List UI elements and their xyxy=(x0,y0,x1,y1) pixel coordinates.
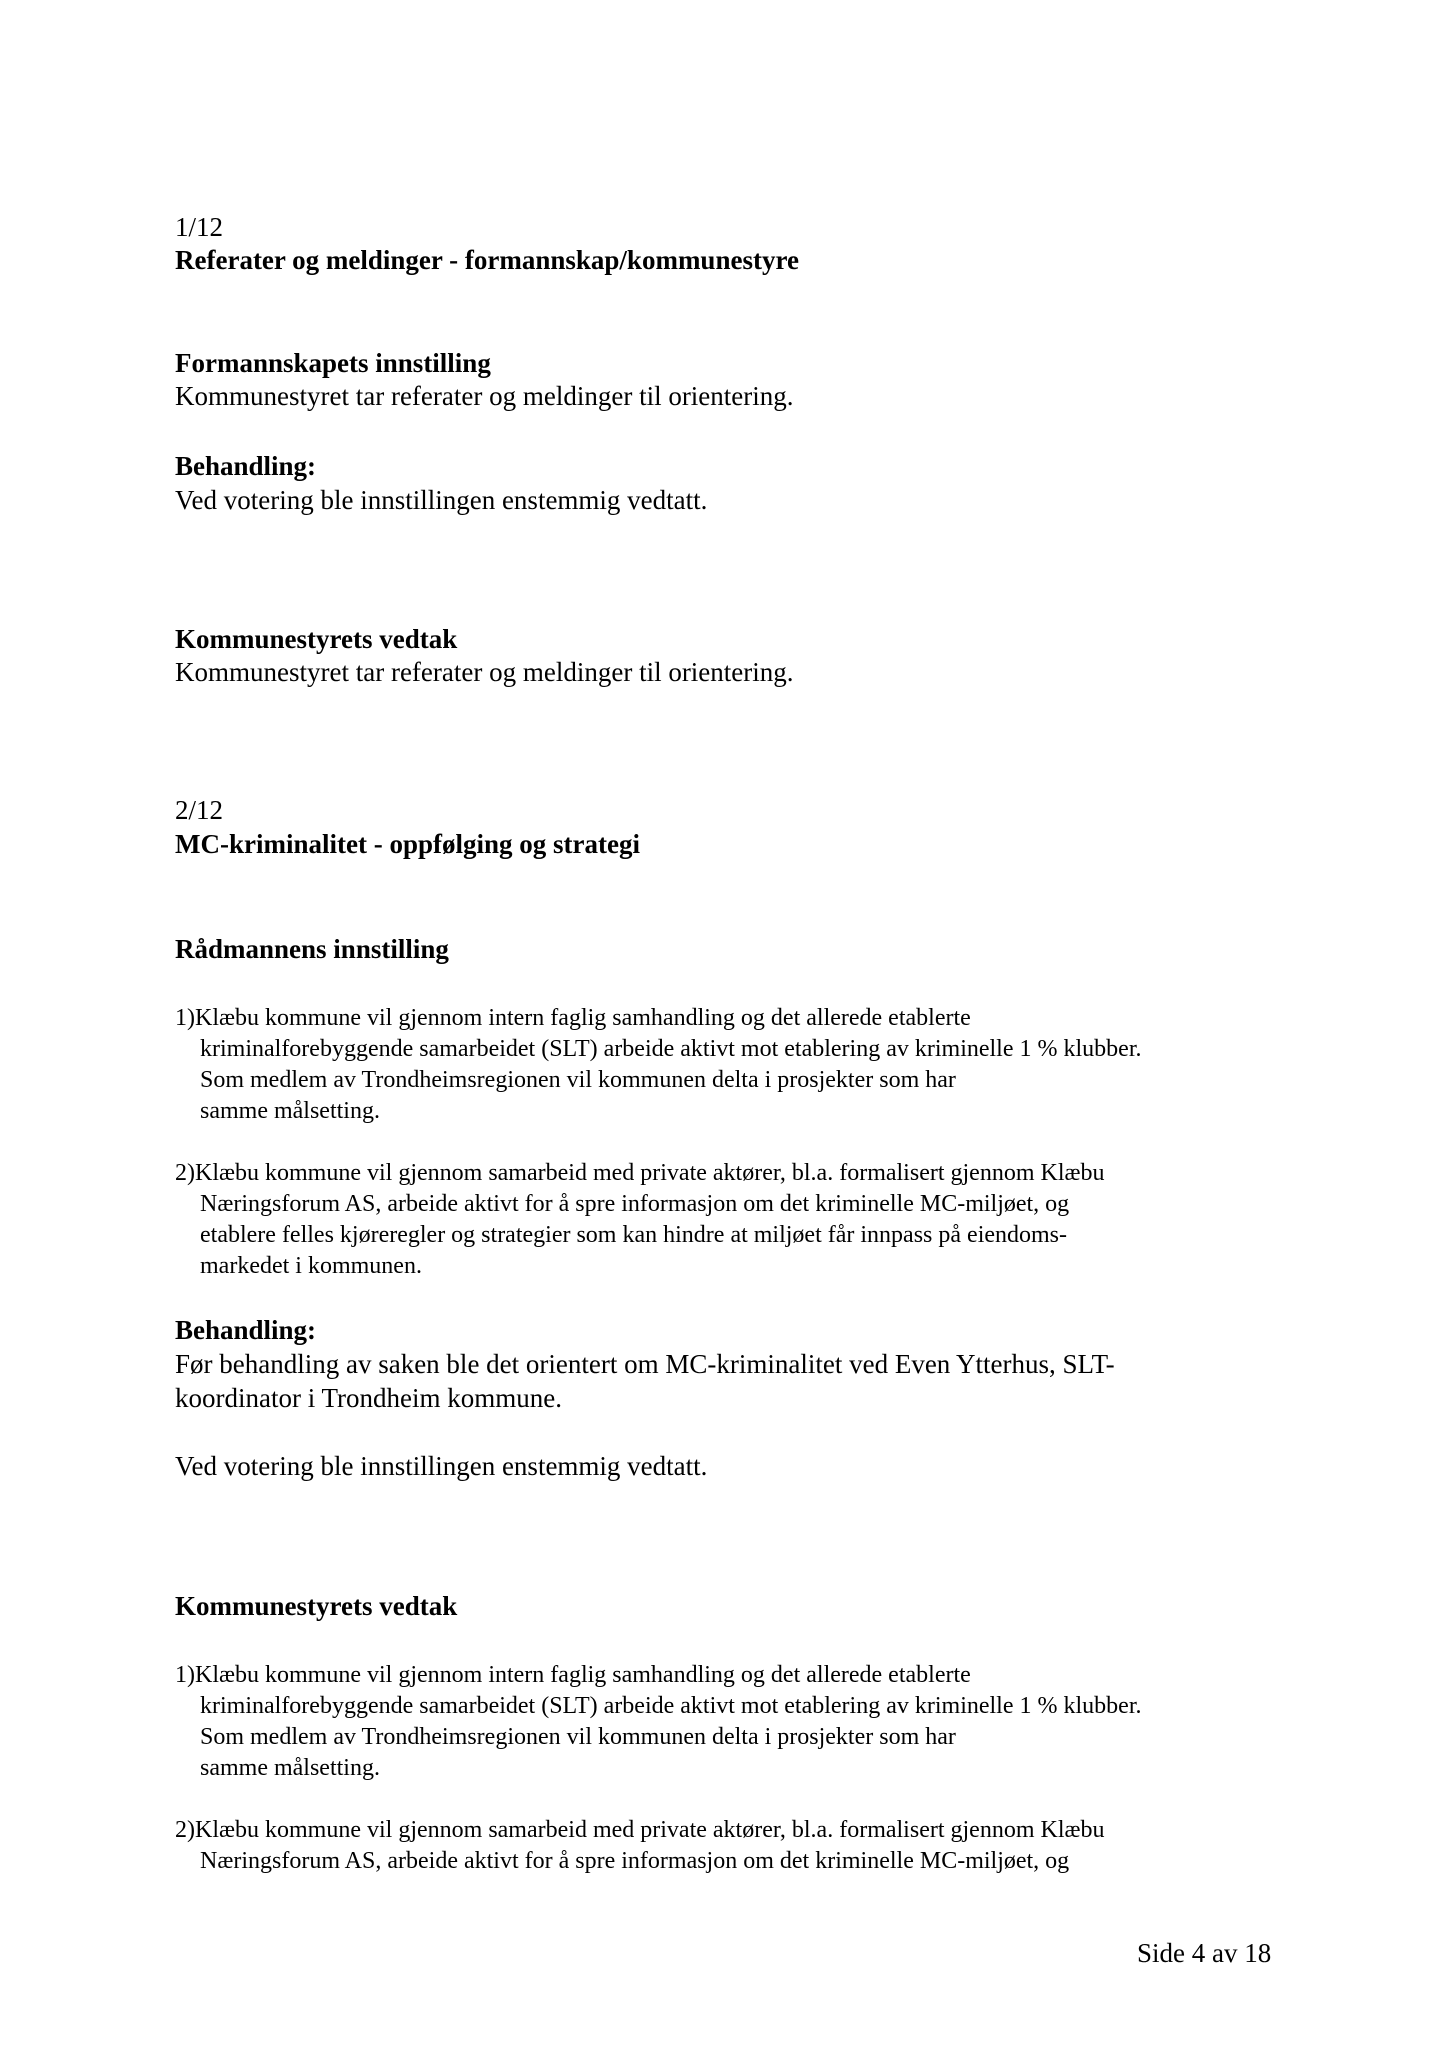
decision-line: Næringsforum AS, arbeide aktivt for å spre informasjon om det kriminelle MC-miljøet, og xyxy=(200,1848,1070,1874)
case-number: 2/12 xyxy=(175,795,224,825)
recommendation-line: samme målsetting. xyxy=(200,1098,380,1124)
case-title: Referater og meldinger - formannskap/kommunestyre xyxy=(175,245,799,275)
page-number: Side 4 av 18 xyxy=(1137,1938,1272,1968)
treatment-text: Ved votering ble innstillingen enstemmig vedtatt. xyxy=(175,485,708,515)
decision-line: Som medlem av Trondheimsregionen vil kommunen delta i prosjekter som har xyxy=(200,1724,956,1750)
decision-text: Kommunestyret tar referater og meldinger til orientering. xyxy=(175,657,794,687)
decision-line: samme målsetting. xyxy=(200,1755,380,1781)
treatment-line: koordinator i Trondheim kommune. xyxy=(175,1383,562,1413)
recommendation-heading: Formannskapets innstilling xyxy=(175,348,491,378)
recommendation-line: Næringsforum AS, arbeide aktivt for å spre informasjon om det kriminelle MC-miljøet, og xyxy=(200,1191,1070,1217)
recommendation-line: markedet i kommunen. xyxy=(200,1253,422,1279)
recommendation-line: kriminalforebyggende samarbeidet (SLT) arbeide aktivt mot etablering av kriminelle 1 % klubber. xyxy=(200,1036,1142,1062)
decision-heading: Kommunestyrets vedtak xyxy=(175,1591,458,1621)
case-title: MC-kriminalitet - oppfølging og strategi xyxy=(175,829,640,859)
treatment-line: Før behandling av saken ble det orientert om MC-kriminalitet ved Even Ytterhus, SLT- xyxy=(175,1349,1115,1379)
recommendation-line: 1)Klæbu kommune vil gjennom intern faglig samhandling og det allerede etablerte xyxy=(175,1005,971,1031)
decision-heading: Kommunestyrets vedtak xyxy=(175,624,458,654)
decision-line: 2)Klæbu kommune vil gjennom samarbeid med private aktører, bl.a. formalisert gjennom Klæbu xyxy=(175,1817,1105,1843)
treatment-vote: Ved votering ble innstillingen enstemmig vedtatt. xyxy=(175,1451,708,1481)
decision-line: 1)Klæbu kommune vil gjennom intern faglig samhandling og det allerede etablerte xyxy=(175,1662,971,1688)
treatment-heading: Behandling: xyxy=(175,1315,317,1345)
recommendation-line: 2)Klæbu kommune vil gjennom samarbeid med private aktører, bl.a. formalisert gjennom Klæbu xyxy=(175,1160,1105,1186)
case-number: 1/12 xyxy=(175,212,224,242)
recommendation-line: Som medlem av Trondheimsregionen vil kommunen delta i prosjekter som har xyxy=(200,1067,956,1093)
decision-line: kriminalforebyggende samarbeidet (SLT) arbeide aktivt mot etablering av kriminelle 1 % klubber. xyxy=(200,1693,1142,1719)
recommendation-heading: Rådmannens innstilling xyxy=(175,934,449,964)
treatment-heading: Behandling: xyxy=(175,451,317,481)
recommendation-text: Kommunestyret tar referater og meldinger til orientering. xyxy=(175,381,794,411)
recommendation-line: etablere felles kjøreregler og strategier som kan hindre at miljøet får innpass på eiendoms- xyxy=(200,1222,1068,1248)
